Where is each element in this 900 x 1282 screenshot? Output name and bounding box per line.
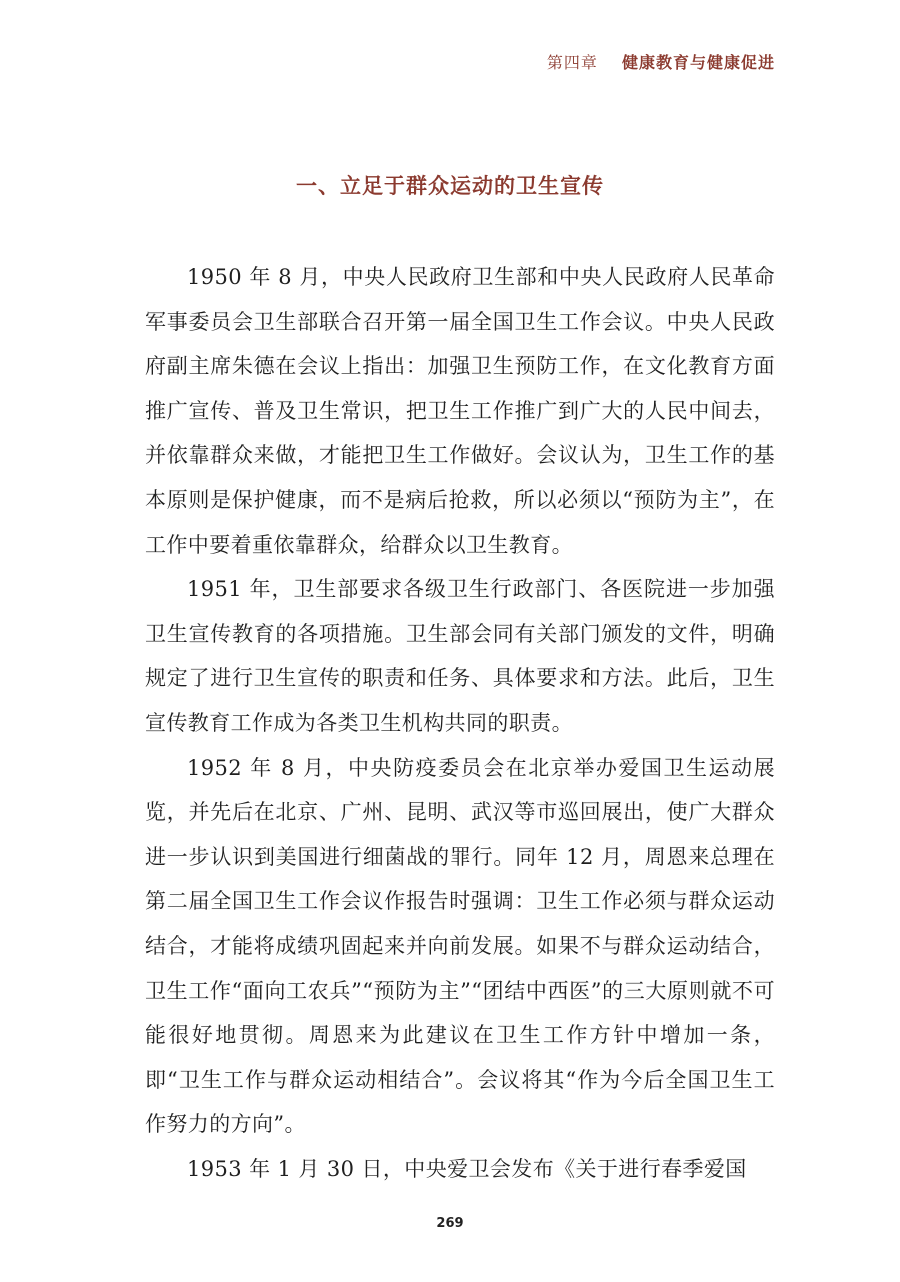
running-header — [547, 50, 775, 73]
chapter-number: 第四章 — [546, 53, 598, 72]
chapter-title: 健康教育与健康促进 — [621, 53, 775, 72]
paragraph-1951: 1951 年，卫生部要求各级卫生行政部门、各医院进一步加强卫生宣传教育的各项措施。卫生部会同有关部门颁发的文件，明确规定了进行卫生宣传的职责和任务、具体要求和方法。此后，卫生宣传教育工作成为各类卫生机构共同的职责。 — [145, 577, 775, 735]
body-text — [145, 255, 775, 1191]
section-title: 一、立足于群众运动的卫生宣传 — [296, 174, 604, 198]
paragraph-1950: 1950 年 8 月，中央人民政府卫生部和中央人民政府人民革命军事委员会卫生部联合召开第一届全国卫生工作会议。中央人民政府副主席朱德在会议上指出：加强卫生预防工作，在文化教育方面推广宣传、普及卫生常识，把卫生工作推广到广大的人民中间去，并依靠群众来做，才能把卫生工作做好。会议认为，卫生工作的基本原则是保护健康，而不是病后抢救，所以必须以“预防为主”，在工作中要着重依靠群众，给群众以卫生教育。 — [145, 265, 775, 557]
page-number: 269 — [436, 1216, 464, 1231]
paragraph-1952: 1952 年 8 月，中央防疫委员会在北京举办爱国卫生运动展览，并先后在北京、广州、昆明、武汉等市巡回展出，使广大群众进一步认识到美国进行细菌战的罪行。同年 12 月，周恩来总理在第二届全国卫生工作会议作报告时强调：卫生工作必须与群众运动结合，才能将成绩巩固起来并向前发展。如果不与群众运动结合，卫生工作“面向工农兵”“预防为主”“团结中西医”的三大原则就不可能很好地贯彻。周恩来为此建议在卫生工作方针中增加一条，即“卫生工作与群众运动相结合”。会议将其“作为今后全国卫生工作努力的方向”。 — [145, 755, 775, 1137]
paragraph-1953: 1953 年 1 月 30 日，中央爱卫会发布《关于进行春季爱国 — [187, 1156, 747, 1181]
